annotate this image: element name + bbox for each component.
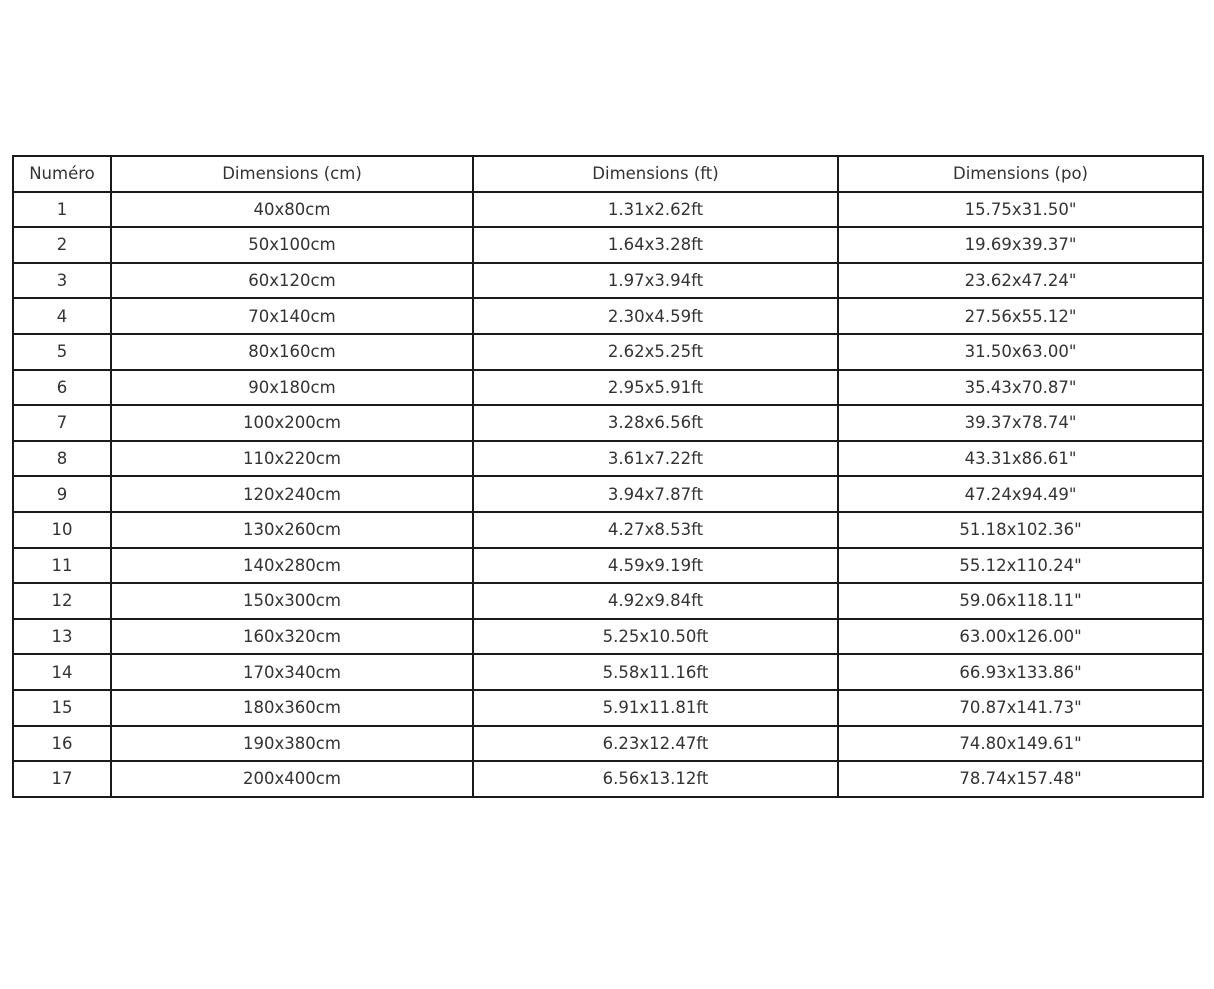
table-cell: 4.59x9.19ft	[473, 548, 838, 584]
header-cell-dimensions-ft: Dimensions (ft)	[473, 156, 838, 192]
table-cell: 50x100cm	[111, 227, 473, 263]
table-cell: 4.27x8.53ft	[473, 512, 838, 548]
table-cell: 31.50x63.00"	[838, 334, 1203, 370]
table-row	[13, 334, 1203, 370]
table-cell: 3.94x7.87ft	[473, 476, 838, 512]
table-cell: 2.95x5.91ft	[473, 370, 838, 406]
header-cell-dimensions-po: Dimensions (po)	[838, 156, 1203, 192]
table-cell: 130x260cm	[111, 512, 473, 548]
table-cell: 5.58x11.16ft	[473, 654, 838, 690]
table-row	[13, 583, 1203, 619]
table-cell: 150x300cm	[111, 583, 473, 619]
table-cell: 59.06x118.11"	[838, 583, 1203, 619]
table-row	[13, 726, 1203, 762]
table-cell: 66.93x133.86"	[838, 654, 1203, 690]
table-cell: 60x120cm	[111, 263, 473, 299]
header-cell-dimensions-cm: Dimensions (cm)	[111, 156, 473, 192]
table-row	[13, 405, 1203, 441]
table-cell: 4	[13, 298, 111, 334]
table-cell: 2.62x5.25ft	[473, 334, 838, 370]
table-cell: 1	[13, 192, 111, 228]
table-cell: 78.74x157.48"	[838, 761, 1203, 797]
table-cell: 43.31x86.61"	[838, 441, 1203, 477]
table-cell: 19.69x39.37"	[838, 227, 1203, 263]
table-cell: 160x320cm	[111, 619, 473, 655]
table-cell: 70.87x141.73"	[838, 690, 1203, 726]
table-cell: 2.30x4.59ft	[473, 298, 838, 334]
table-cell: 5	[13, 334, 111, 370]
table-row	[13, 227, 1203, 263]
table-cell: 110x220cm	[111, 441, 473, 477]
table-cell: 5.91x11.81ft	[473, 690, 838, 726]
table-row	[13, 619, 1203, 655]
table-cell: 15	[13, 690, 111, 726]
table-cell: 17	[13, 761, 111, 797]
table-cell: 7	[13, 405, 111, 441]
table-cell: 8	[13, 441, 111, 477]
table-cell: 14	[13, 654, 111, 690]
table-row	[13, 690, 1203, 726]
table-cell: 3.28x6.56ft	[473, 405, 838, 441]
table-cell: 16	[13, 726, 111, 762]
table-cell: 70x140cm	[111, 298, 473, 334]
table-cell: 10	[13, 512, 111, 548]
table-cell: 23.62x47.24"	[838, 263, 1203, 299]
table-cell: 140x280cm	[111, 548, 473, 584]
table-cell: 170x340cm	[111, 654, 473, 690]
table-cell: 40x80cm	[111, 192, 473, 228]
table-cell: 55.12x110.24"	[838, 548, 1203, 584]
table-cell: 15.75x31.50"	[838, 192, 1203, 228]
table-cell: 90x180cm	[111, 370, 473, 406]
table-cell: 6.23x12.47ft	[473, 726, 838, 762]
header-row	[13, 156, 1203, 192]
table-cell: 200x400cm	[111, 761, 473, 797]
table-cell: 4.92x9.84ft	[473, 583, 838, 619]
table-cell: 11	[13, 548, 111, 584]
table-row	[13, 654, 1203, 690]
table-cell: 6	[13, 370, 111, 406]
table-cell: 3.61x7.22ft	[473, 441, 838, 477]
table-cell: 3	[13, 263, 111, 299]
table-row	[13, 263, 1203, 299]
table-body	[13, 192, 1203, 797]
dimensions-conversion-table	[12, 155, 1204, 798]
table-row	[13, 476, 1203, 512]
table-cell: 5.25x10.50ft	[473, 619, 838, 655]
table-cell: 27.56x55.12"	[838, 298, 1203, 334]
table-row	[13, 548, 1203, 584]
table-row	[13, 298, 1203, 334]
header-cell-numero: Numéro	[13, 156, 111, 192]
table-cell: 6.56x13.12ft	[473, 761, 838, 797]
table-cell: 1.31x2.62ft	[473, 192, 838, 228]
table-cell: 13	[13, 619, 111, 655]
table-cell: 9	[13, 476, 111, 512]
table-cell: 74.80x149.61"	[838, 726, 1203, 762]
table-cell: 2	[13, 227, 111, 263]
table-row	[13, 761, 1203, 797]
table-cell: 51.18x102.36"	[838, 512, 1203, 548]
table-cell: 100x200cm	[111, 405, 473, 441]
table-cell: 12	[13, 583, 111, 619]
table-cell: 1.97x3.94ft	[473, 263, 838, 299]
table-row	[13, 441, 1203, 477]
table-row	[13, 370, 1203, 406]
table-cell: 80x160cm	[111, 334, 473, 370]
dimensions-table-container	[12, 155, 1202, 798]
table-cell: 190x380cm	[111, 726, 473, 762]
table-cell: 1.64x3.28ft	[473, 227, 838, 263]
table-cell: 63.00x126.00"	[838, 619, 1203, 655]
table-cell: 35.43x70.87"	[838, 370, 1203, 406]
table-cell: 47.24x94.49"	[838, 476, 1203, 512]
table-cell: 39.37x78.74"	[838, 405, 1203, 441]
table-row	[13, 192, 1203, 228]
table-cell: 180x360cm	[111, 690, 473, 726]
table-cell: 120x240cm	[111, 476, 473, 512]
table-row	[13, 512, 1203, 548]
